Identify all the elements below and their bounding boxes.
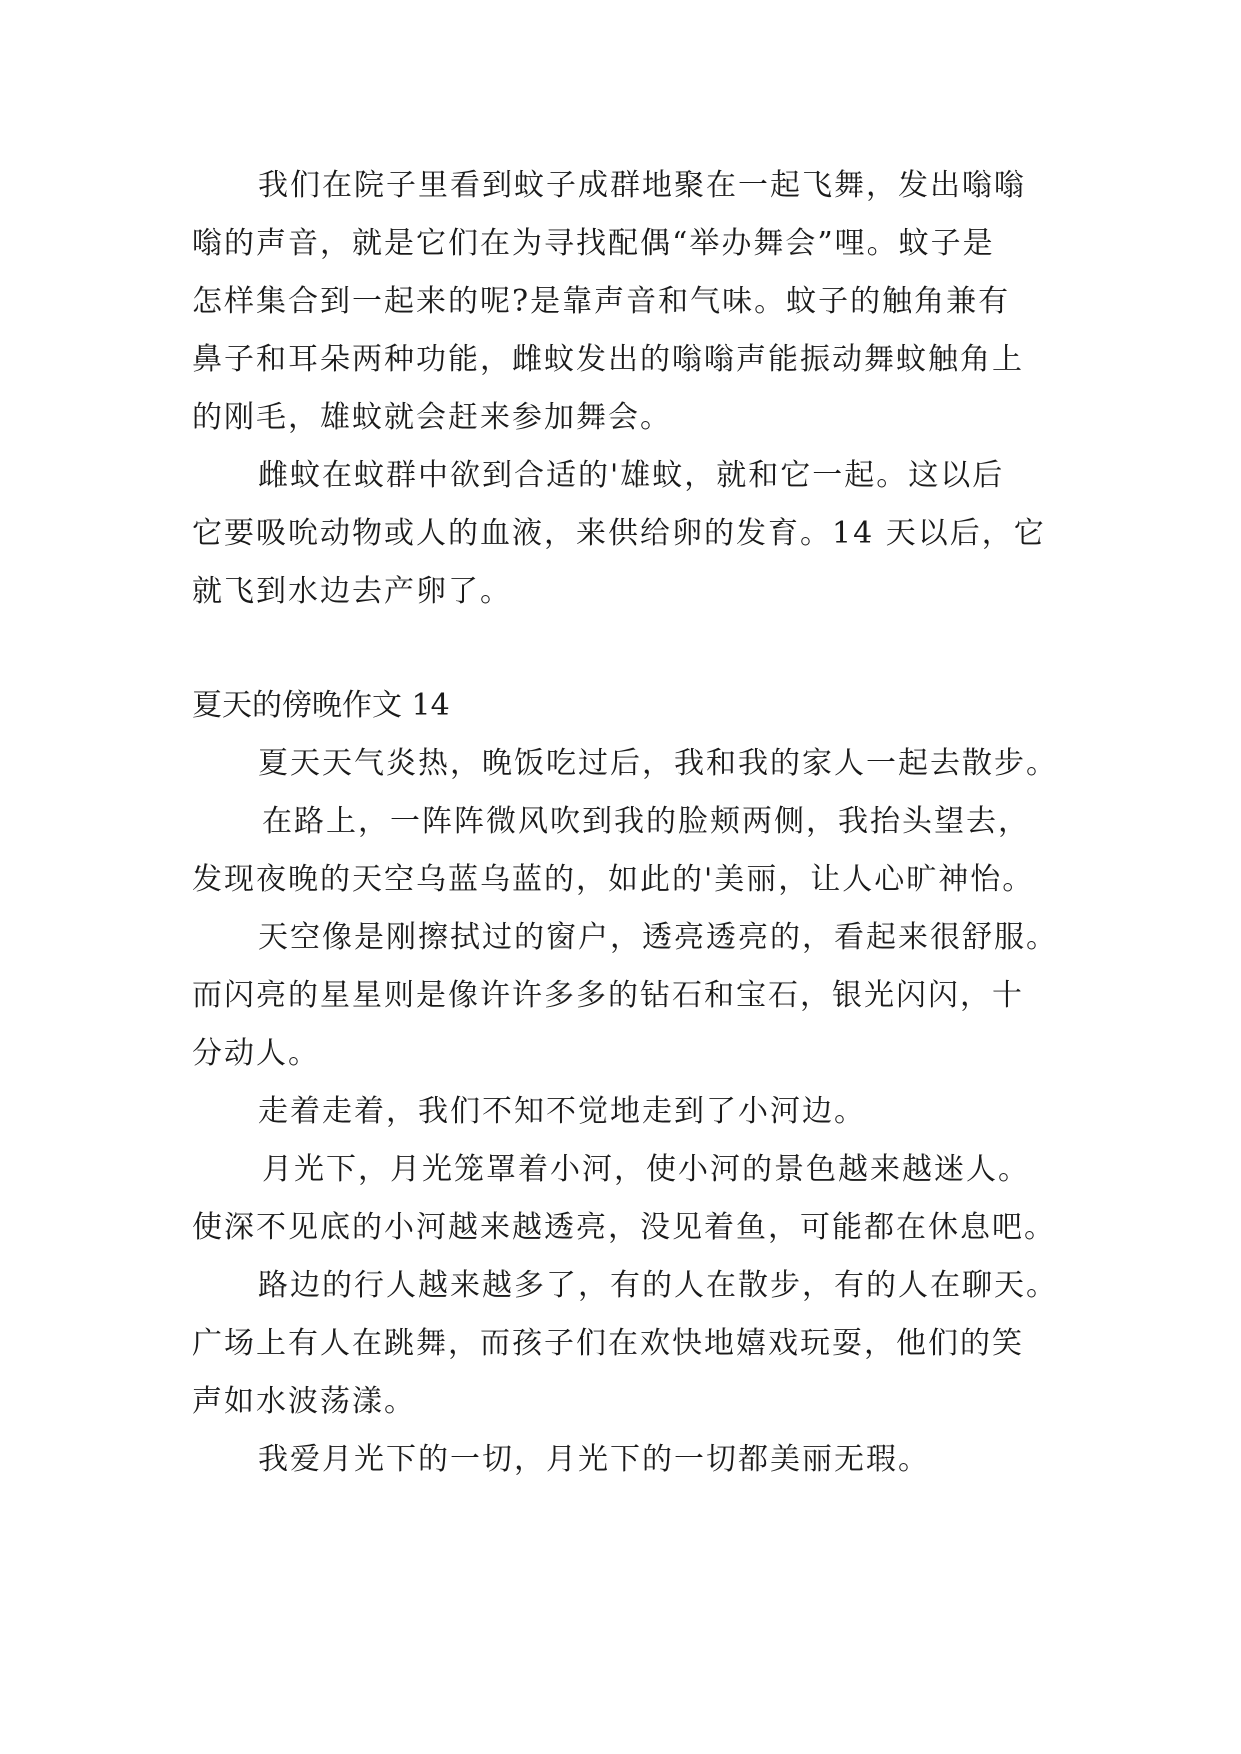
paragraph-line: 声如水波荡漾。 — [192, 1384, 416, 1419]
paragraph-line: 天空像是刚擦拭过的窗户，透亮透亮的，看起来很舒服。 — [258, 920, 1058, 955]
paragraph-line: 鼻子和耳朵两种功能，雌蚊发出的嗡嗡声能振动舞蚊触角上 — [192, 342, 1024, 377]
paragraph-line: 路边的行人越来越多了，有的人在散步，有的人在聊天。 — [258, 1268, 1058, 1303]
paragraph-line: 的刚毛，雄蚊就会赶来参加舞会。 — [192, 400, 672, 435]
paragraph-line: 它要吸吮动物或人的血液，来供给卵的发育。14 天以后，它 — [192, 516, 1046, 551]
paragraph-line: 我们在院子里看到蚊子成群地聚在一起飞舞，发出嗡嗡 — [258, 168, 1026, 203]
paragraph-line: 我爱月光下的一切，月光下的一切都美丽无瑕。 — [258, 1442, 930, 1477]
paragraph-line: 怎样集合到一起来的呢?是靠声音和气味。蚊子的触角兼有 — [192, 284, 1011, 319]
paragraph-line: 分动人。 — [192, 1036, 320, 1071]
paragraph-line: 在路上，一阵阵微风吹到我的脸颊两侧，我抬头望去， — [262, 804, 1030, 839]
paragraph-line: 使深不见底的小河越来越透亮，没见着鱼，可能都在休息吧。 — [192, 1210, 1056, 1245]
paragraph-line: 走着走着，我们不知不觉地走到了小河边。 — [258, 1094, 866, 1129]
paragraph-line: 嗡的声音，就是它们在为寻找配偶“举办舞会”哩。蚊子是 — [192, 226, 995, 261]
paragraph-line: 就飞到水边去产卵了。 — [192, 574, 512, 609]
paragraph-line: 月光下，月光笼罩着小河，使小河的景色越来越迷人。 — [262, 1152, 1030, 1187]
paragraph-line: 而闪亮的星星则是像许许多多的钻石和宝石，银光闪闪，十 — [192, 978, 1024, 1013]
paragraph-line: 夏天天气炎热，晚饭吃过后，我和我的家人一起去散步。 — [258, 746, 1058, 781]
paragraph-line: 广场上有人在跳舞，而孩子们在欢快地嬉戏玩耍，他们的笑 — [192, 1326, 1024, 1361]
section-title: 夏天的傍晚作文 14 — [192, 688, 450, 723]
paragraph-line: 雌蚊在蚊群中欲到合适的'雄蚊，就和它一起。这以后 — [258, 458, 1005, 493]
paragraph-line: 发现夜晚的天空乌蓝乌蓝的，如此的'美丽，让人心旷神怡。 — [192, 862, 1035, 897]
